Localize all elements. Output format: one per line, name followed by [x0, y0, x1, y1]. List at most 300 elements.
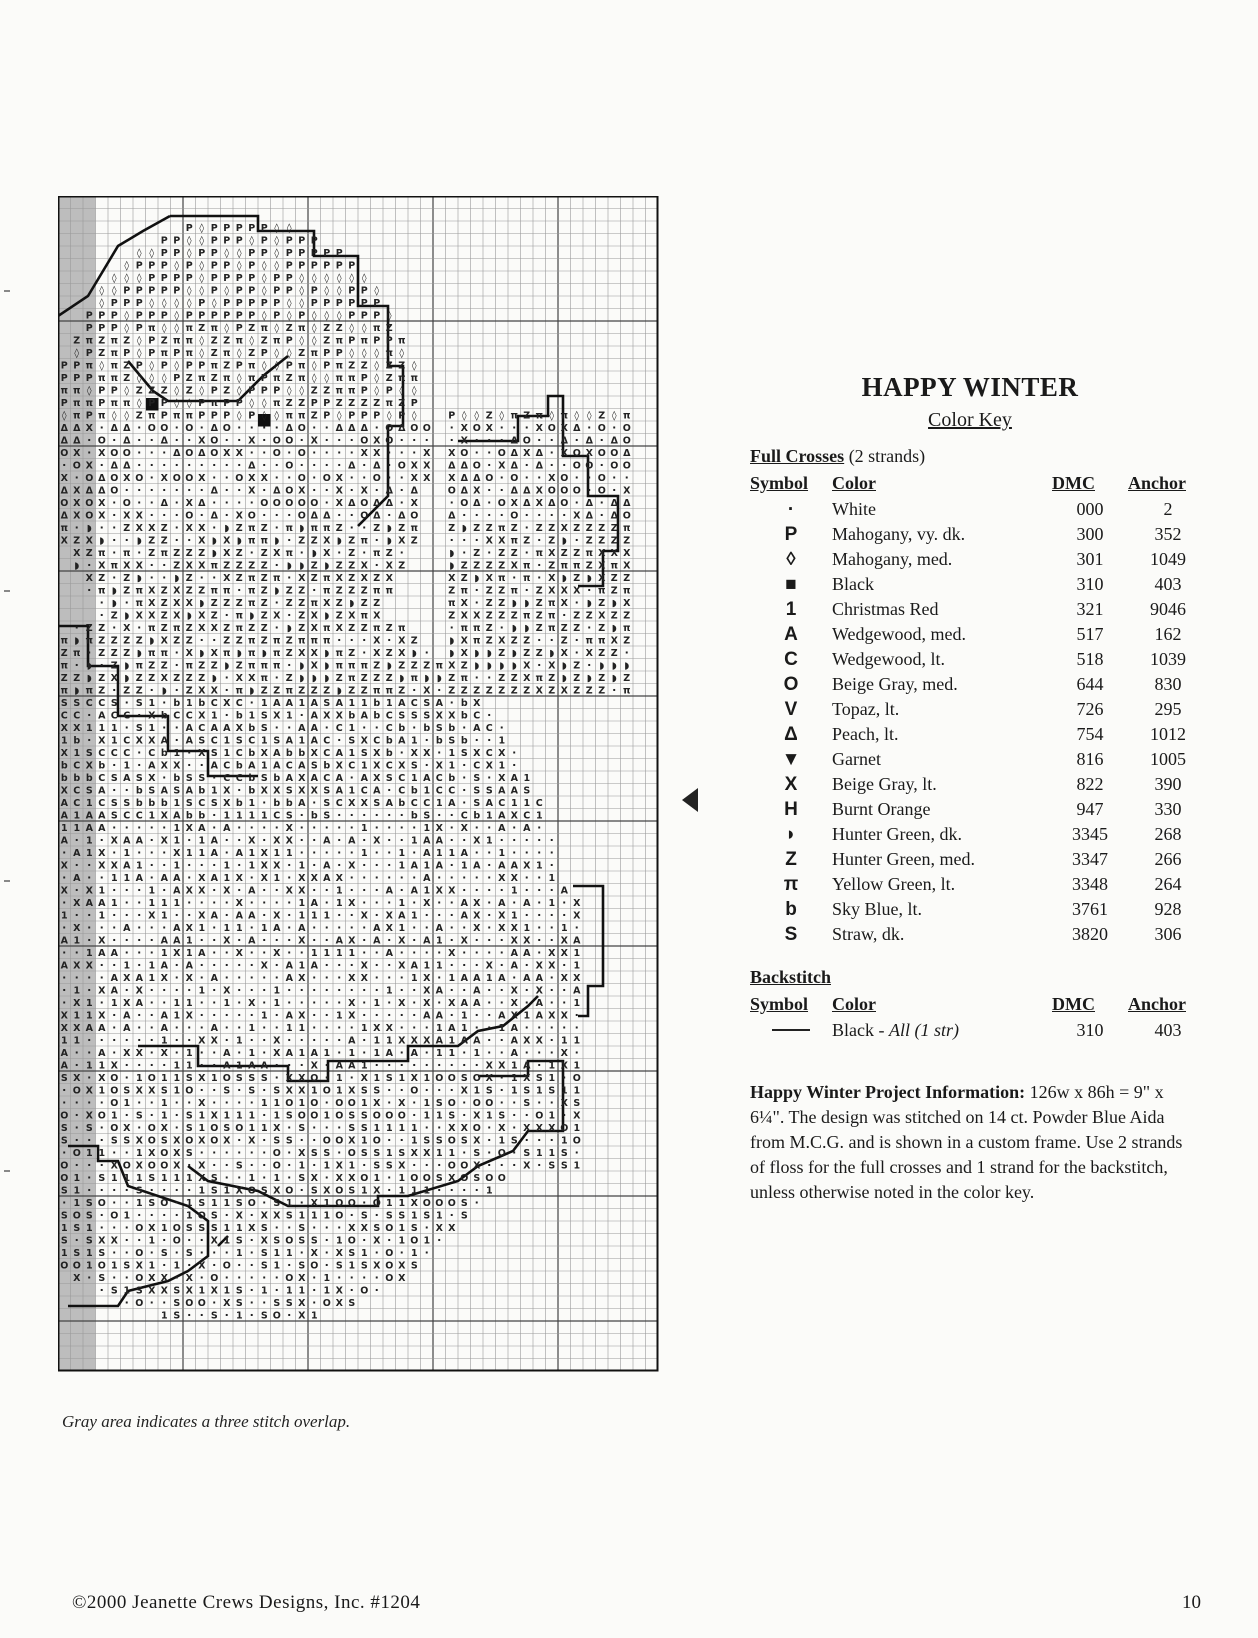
stitch-symbol: Z — [510, 672, 518, 684]
stitch-symbol: ◊ — [311, 310, 317, 322]
stitch-symbol: P — [298, 235, 306, 247]
stitch-symbol: A — [423, 847, 431, 859]
stitch-symbol: S — [185, 1222, 193, 1234]
stitch-symbol: · — [474, 820, 479, 834]
stitch-symbol: Z — [298, 597, 306, 609]
stitch-symbol: C — [435, 772, 443, 784]
stitch-symbol: ◗ — [449, 560, 455, 572]
stitch-symbol: · — [387, 1083, 392, 1097]
stitch-symbol: · — [212, 958, 217, 972]
stitch-symbol: 1 — [560, 1085, 568, 1097]
stitch-symbol: π — [347, 385, 356, 397]
stitch-symbol: · — [287, 1120, 292, 1134]
stitch-symbol: π — [60, 522, 69, 534]
stitch-symbol: ◗ — [436, 672, 442, 684]
stitch-symbol: · — [337, 970, 342, 984]
stitch-symbol: O — [297, 472, 306, 484]
stitch-symbol: · — [487, 820, 492, 834]
stitch-symbol: 1 — [248, 847, 256, 859]
stitch-symbol: π — [260, 322, 269, 334]
stitch-symbol: 1 — [85, 1147, 93, 1159]
stitch-symbol: X — [510, 872, 518, 884]
stitch-symbol: Z — [448, 610, 456, 622]
stitch-symbol: S — [260, 1185, 268, 1197]
stitch-symbol: Z — [173, 547, 181, 559]
stitch-symbol: O — [272, 447, 281, 459]
stitch-symbol: 1 — [360, 822, 368, 834]
stitch-symbol: X — [360, 485, 368, 497]
stitch-symbol: P — [310, 297, 318, 309]
stitch-symbol: X — [235, 672, 243, 684]
stitch-symbol: A — [310, 710, 318, 722]
stitch-symbol: · — [349, 870, 354, 884]
stitch-symbol: π — [110, 335, 119, 347]
stitch-symbol: Z — [473, 685, 481, 697]
stitch-symbol: · — [237, 458, 242, 472]
stitch-symbol: ◊ — [249, 335, 255, 347]
stitch-symbol: 1 — [398, 860, 406, 872]
stitch-symbol: X — [210, 647, 218, 659]
stitch-symbol: X — [298, 1072, 306, 1084]
stitch-symbol: X — [60, 785, 68, 797]
stitch-symbol: b — [398, 722, 406, 734]
stitch-symbol: · — [549, 458, 554, 472]
key-dmc: 3348 — [1072, 874, 1108, 894]
stitch-symbol: A — [335, 1060, 343, 1072]
stitch-symbol: X — [260, 847, 268, 859]
stitch-symbol: Δ — [385, 497, 393, 509]
stitch-symbol: 1 — [185, 1047, 193, 1059]
stitch-symbol: P — [198, 247, 206, 259]
stitch-symbol: X — [60, 472, 68, 484]
stitch-symbol: 1 — [85, 722, 93, 734]
stitch-symbol: Z — [335, 610, 343, 622]
stitch-symbol: Z — [510, 610, 518, 622]
stitch-symbol: 1 — [73, 1185, 81, 1197]
stitch-symbol: · — [324, 1170, 329, 1184]
stitch-symbol: 1 — [323, 1110, 331, 1122]
stitch-symbol: · — [199, 458, 204, 472]
stitch-symbol: ◗ — [586, 672, 592, 684]
stitch-symbol: Z — [73, 535, 81, 547]
stitch-symbol: X — [348, 1010, 356, 1022]
stitch-symbol: X — [560, 1060, 568, 1072]
stitch-symbol: · — [112, 1020, 117, 1034]
stitch-symbol: X — [360, 797, 368, 809]
stitch-symbol: · — [362, 1233, 367, 1247]
stitch-symbol: Z — [60, 647, 68, 659]
stitch-symbol: · — [324, 883, 329, 897]
stitch-symbol: P — [398, 410, 406, 422]
stitch-symbol: · — [324, 820, 329, 834]
stitch-symbol: S — [385, 1160, 393, 1172]
stitch-symbol: π — [185, 347, 194, 359]
stitch-symbol: · — [187, 908, 192, 922]
stitch-symbol: · — [124, 945, 129, 959]
stitch-symbol: · — [437, 895, 442, 909]
stitch-symbol: π — [272, 635, 281, 647]
stitch-symbol: · — [237, 1095, 242, 1109]
stitch-symbol: π — [172, 622, 181, 634]
stitch-symbol: Z — [160, 585, 168, 597]
stitch-symbol: Z — [585, 522, 593, 534]
stitch-symbol: Z — [598, 522, 606, 534]
stitch-symbol: O — [485, 1097, 494, 1109]
stitch-symbol: · — [87, 1158, 92, 1172]
stitch-symbol: 1 — [510, 910, 518, 922]
stitch-symbol: · — [137, 820, 142, 834]
stitch-symbol: X — [235, 510, 243, 522]
stitch-symbol: · — [299, 458, 304, 472]
stitch-symbol: · — [212, 1158, 217, 1172]
stitch-symbol: ◗ — [561, 672, 567, 684]
stitch-symbol: · — [537, 1095, 542, 1109]
stitch-symbol: X — [235, 872, 243, 884]
stitch-symbol: 1 — [360, 1247, 368, 1259]
stitch-symbol: X — [573, 972, 581, 984]
stitch-symbol: Z — [160, 522, 168, 534]
stitch-symbol: · — [574, 1008, 579, 1022]
stitch-symbol: ◗ — [274, 535, 280, 547]
stitch-symbol: P — [148, 310, 156, 322]
stitch-symbol: π — [410, 672, 419, 684]
stitch-symbol: · — [537, 845, 542, 859]
stitch-symbol: · — [237, 820, 242, 834]
stitch-symbol: S — [298, 1222, 306, 1234]
stitch-symbol: S — [110, 810, 118, 822]
stitch-symbol: S — [310, 760, 318, 772]
stitch-symbol: X — [298, 1010, 306, 1022]
stitch-symbol: X — [73, 485, 81, 497]
stitch-symbol: X — [273, 1122, 281, 1134]
stitch-symbol: A — [360, 710, 368, 722]
stitch-symbol: 1 — [535, 1085, 543, 1097]
stitch-symbol: · — [524, 1045, 529, 1059]
stitch-symbol: · — [124, 895, 129, 909]
stitch-symbol: A — [160, 1022, 168, 1034]
stitch-symbol: A — [385, 947, 393, 959]
stitch-symbol: Z — [498, 560, 506, 572]
stitch-symbol: · — [162, 458, 167, 472]
stitch-symbol: · — [387, 933, 392, 947]
stitch-symbol: ◊ — [174, 310, 180, 322]
stitch-symbol: · — [274, 558, 279, 572]
stitch-symbol: Z — [548, 522, 556, 534]
stitch-symbol: ◊ — [261, 410, 267, 422]
stitch-symbol: · — [549, 1045, 554, 1059]
stitch-symbol: P — [248, 285, 256, 297]
stitch-symbol: A — [485, 797, 493, 809]
stitch-symbol: X — [285, 822, 293, 834]
stitch-symbol: 1 — [285, 1197, 293, 1209]
stitch-symbol: ◊ — [274, 347, 280, 359]
stitch-symbol: O — [472, 460, 481, 472]
stitch-symbol: · — [449, 1208, 454, 1222]
stitch-symbol: ◊ — [174, 385, 180, 397]
stitch-symbol: S — [185, 1122, 193, 1134]
stitch-symbol: · — [124, 720, 129, 734]
stitch-symbol: ◊ — [499, 410, 505, 422]
stitch-symbol: 1 — [548, 1110, 556, 1122]
stitch-symbol: 1 — [435, 1110, 443, 1122]
stitch-symbol: · — [449, 833, 454, 847]
stitch-symbol: X — [360, 960, 368, 972]
stitch-symbol: O — [285, 460, 294, 472]
stitch-symbol: π — [72, 385, 81, 397]
stitch-symbol: A — [173, 935, 181, 947]
stitch-symbol: π — [585, 547, 594, 559]
stitch-symbol: X — [85, 1110, 93, 1122]
stitch-symbol: · — [274, 1270, 279, 1284]
stitch-symbol: A — [185, 735, 193, 747]
stitch-symbol: Z — [310, 410, 318, 422]
stitch-symbol: ◊ — [236, 347, 242, 359]
stitch-symbol: · — [562, 908, 567, 922]
stitch-symbol: · — [549, 970, 554, 984]
stitch-symbol: 1 — [410, 1135, 418, 1147]
stitch-symbol: Z — [485, 585, 493, 597]
stitch-symbol: P — [210, 222, 218, 234]
stitch-symbol: · — [449, 1058, 454, 1072]
stitch-symbol: A — [73, 872, 81, 884]
key-dmc: 3347 — [1072, 849, 1108, 869]
stitch-symbol: A — [410, 885, 418, 897]
stitch-symbol: O — [572, 460, 581, 472]
stitch-symbol: X — [598, 610, 606, 622]
stitch-symbol: Z — [173, 560, 181, 572]
stitch-symbol: · — [549, 633, 554, 647]
stitch-symbol: X — [248, 435, 256, 447]
bs-anchor: 403 — [1154, 1020, 1182, 1040]
stitch-symbol: · — [412, 1020, 417, 1034]
stitch-symbol: A — [498, 897, 506, 909]
stitch-symbol: X — [548, 660, 556, 672]
stitch-symbol: · — [262, 1195, 267, 1209]
stitch-symbol: O — [285, 1272, 294, 1284]
stitch-symbol: A — [335, 935, 343, 947]
stitch-symbol: A — [198, 947, 206, 959]
stitch-symbol: X — [235, 1210, 243, 1222]
stitch-symbol: X — [448, 1172, 456, 1184]
stitch-symbol: S — [135, 697, 143, 709]
stitch-symbol: O — [597, 447, 606, 459]
stitch-symbol: 1 — [360, 847, 368, 859]
stitch-symbol: O — [122, 497, 131, 509]
stitch-symbol: S — [523, 785, 531, 797]
stitch-symbol: · — [524, 420, 529, 434]
stitch-symbol: X — [323, 1185, 331, 1197]
stitch-symbol: · — [512, 895, 517, 909]
stitch-symbol: · — [99, 995, 104, 1009]
stitch-symbol: X — [235, 897, 243, 909]
stitch-symbol: Z — [260, 597, 268, 609]
stitch-symbol: C — [73, 760, 81, 772]
key-color-name: Hunter Green, med. — [832, 849, 975, 869]
stitch-symbol: · — [99, 1158, 104, 1172]
stitch-symbol: · — [112, 908, 117, 922]
stitch-symbol: 1 — [560, 1035, 568, 1047]
stitch-symbol: Z — [123, 522, 131, 534]
stitch-symbol: X — [560, 1097, 568, 1109]
stitch-symbol: O — [297, 497, 306, 509]
stitch-symbol: ◊ — [574, 410, 580, 422]
key-color-name: Wedgewood, med. — [832, 624, 967, 644]
stitch-symbol: O — [622, 460, 631, 472]
stitch-symbol: O — [335, 1110, 344, 1122]
stitch-symbol: Z — [98, 572, 106, 584]
stitch-symbol: Z — [210, 347, 218, 359]
stitch-symbol: Δ — [273, 485, 281, 497]
stitch-symbol: · — [237, 495, 242, 509]
stitch-symbol: O — [585, 460, 594, 472]
stitch-symbol: 1 — [73, 1035, 81, 1047]
stitch-symbol: · — [562, 983, 567, 997]
stitch-symbol: · — [549, 845, 554, 859]
stitch-symbol: · — [374, 820, 379, 834]
stitch-symbol: π — [322, 622, 331, 634]
stitch-symbol: 1 — [173, 835, 181, 847]
stitch-symbol: Δ — [248, 460, 256, 472]
stitch-symbol: C — [323, 735, 331, 747]
stitch-symbol: Z — [260, 685, 268, 697]
stitch-symbol: X — [73, 1272, 81, 1284]
stitch-symbol: b — [460, 710, 468, 722]
key-color-name: Peach, lt. — [832, 724, 899, 744]
stitch-symbol: X — [198, 1035, 206, 1047]
stitch-symbol: Z — [298, 535, 306, 547]
key-row — [750, 722, 1208, 747]
stitch-symbol: X — [410, 747, 418, 759]
stitch-symbol: P — [310, 260, 318, 272]
stitch-symbol: · — [112, 1195, 117, 1209]
stitch-symbol: S — [85, 747, 93, 759]
stitch-symbol: b — [235, 760, 243, 772]
stitch-symbol: 1 — [248, 1172, 256, 1184]
stitch-symbol: S — [123, 797, 131, 809]
stitch-symbol: X — [460, 647, 468, 659]
stitch-symbol: Z — [360, 685, 368, 697]
stitch-symbol: S — [373, 1222, 381, 1234]
stitch-symbol: Z — [460, 572, 468, 584]
stitch-symbol: A — [223, 1060, 231, 1072]
stitch-symbol: 1 — [410, 1247, 418, 1259]
stitch-symbol: Δ — [373, 460, 381, 472]
stitch-symbol: · — [387, 1095, 392, 1109]
stitch-symbol: O — [385, 435, 394, 447]
stitch-symbol: · — [112, 1033, 117, 1047]
stitch-symbol: X — [423, 747, 431, 759]
stitch-symbol: X — [298, 972, 306, 984]
stitch-symbol: S — [373, 1085, 381, 1097]
key-row — [750, 847, 1208, 872]
stitch-symbol: O — [310, 1072, 319, 1084]
stitch-symbol: · — [212, 808, 217, 822]
stitch-symbol: · — [337, 1020, 342, 1034]
stitch-symbol: · — [537, 895, 542, 909]
stitch-symbol: P — [135, 297, 143, 309]
stitch-symbol: X — [160, 1285, 168, 1297]
stitch-symbol: X — [135, 1135, 143, 1147]
stitch-symbol: · — [487, 883, 492, 897]
stitch-symbol: S — [360, 1210, 368, 1222]
stitch-symbol: · — [562, 1020, 567, 1034]
stitch-symbol: · — [87, 1070, 92, 1084]
stitch-symbol: 1 — [85, 797, 93, 809]
stitch-symbol: Z — [548, 535, 556, 547]
stitch-symbol: ◊ — [274, 360, 280, 372]
stitch-symbol: ◊ — [186, 397, 192, 409]
stitch-symbol: b — [235, 710, 243, 722]
stitch-symbol: Z — [610, 535, 618, 547]
stitch-symbol: Z — [185, 672, 193, 684]
stitch-symbol: · — [487, 1045, 492, 1059]
stitch-symbol: Z — [285, 322, 293, 334]
key-color-name: Christmas Red — [832, 599, 939, 619]
stitch-symbol: ◗ — [461, 522, 467, 534]
stitch-symbol: O — [447, 1072, 456, 1084]
stitch-symbol: X — [335, 1297, 343, 1309]
key-anchor: 1012 — [1150, 724, 1186, 744]
stitch-symbol: · — [487, 983, 492, 997]
stitch-symbol: X — [98, 560, 106, 572]
stitch-symbol: O — [272, 1147, 281, 1159]
stitch-symbol: 1 — [173, 1060, 181, 1072]
stitch-symbol: π — [260, 660, 269, 672]
stitch-symbol: X — [448, 947, 456, 959]
stitch-symbol: X — [173, 585, 181, 597]
stitch-symbol: C — [385, 710, 393, 722]
stitch-symbol: C — [123, 735, 131, 747]
stitch-symbol: 1 — [410, 910, 418, 922]
stitch-symbol: X — [85, 422, 93, 434]
stitch-symbol: · — [337, 733, 342, 747]
stitch-symbol: ◗ — [111, 597, 117, 609]
stitch-symbol: b — [448, 772, 456, 784]
stitch-symbol: 1 — [435, 1147, 443, 1159]
stitch-symbol: S — [60, 1135, 68, 1147]
key-dmc: 000 — [1076, 499, 1104, 519]
stitch-symbol: · — [262, 908, 267, 922]
stitch-symbol: · — [574, 920, 579, 934]
stitch-symbol: · — [287, 508, 292, 522]
stitch-symbol: S — [473, 797, 481, 809]
stitch-symbol: · — [499, 945, 504, 959]
stitch-symbol: X — [285, 1085, 293, 1097]
stitch-symbol: P — [323, 360, 331, 372]
stitch-symbol: X — [110, 1235, 118, 1247]
stitch-symbol: 1 — [198, 985, 206, 997]
stitch-symbol: A — [248, 910, 256, 922]
stitch-symbol: · — [249, 870, 254, 884]
stitch-symbol: · — [412, 720, 417, 734]
key-anchor: 403 — [1154, 574, 1182, 594]
stitch-symbol: Δ — [198, 497, 206, 509]
stitch-symbol: X — [560, 647, 568, 659]
stitch-symbol: · — [99, 1095, 104, 1109]
stitch-symbol: X — [460, 610, 468, 622]
stitch-symbol: X — [260, 872, 268, 884]
stitch-symbol: · — [337, 820, 342, 834]
stitch-symbol: · — [487, 508, 492, 522]
stitch-symbol: O — [235, 472, 244, 484]
stitch-symbol: X — [535, 485, 543, 497]
stitch-symbol: C — [148, 747, 156, 759]
stitch-symbol: ◊ — [186, 247, 192, 259]
stitch-symbol: A — [473, 997, 481, 1009]
stitch-symbol: X — [610, 547, 618, 559]
stitch-symbol: Z — [410, 660, 418, 672]
stitch-symbol: ◗ — [324, 660, 330, 672]
